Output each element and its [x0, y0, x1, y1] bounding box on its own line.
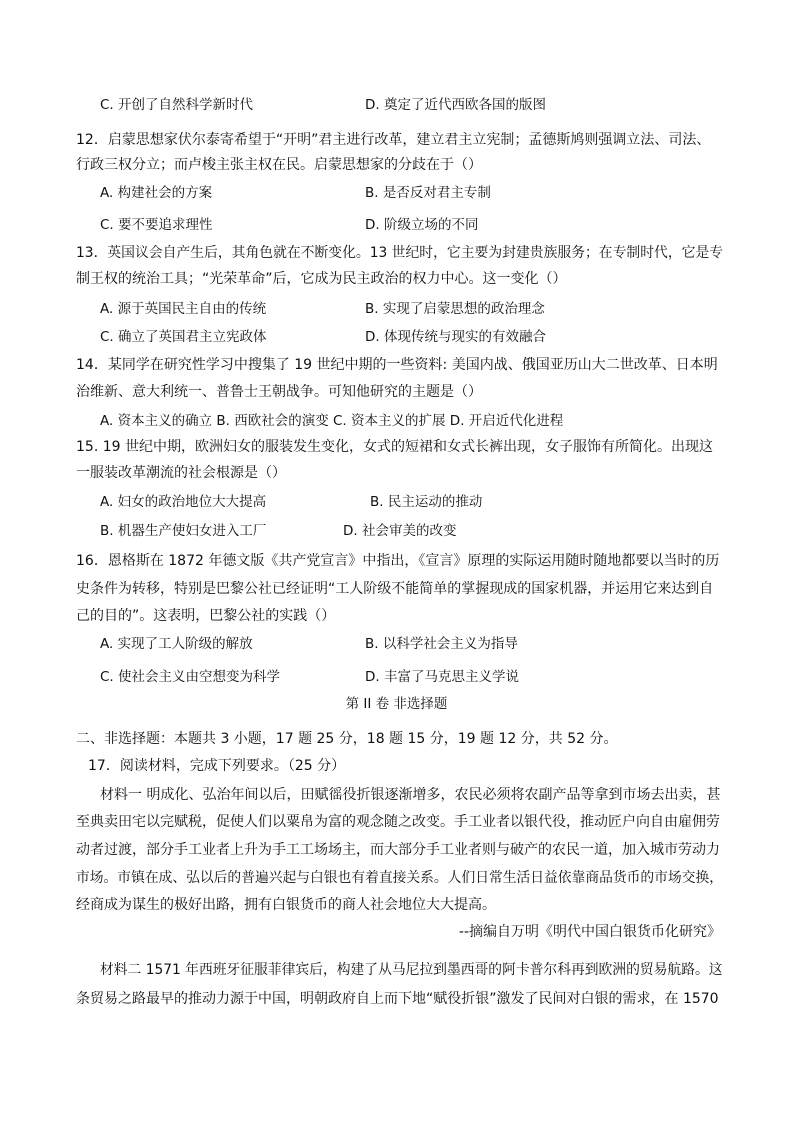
q16-option-a: A. 实现了工人阶级的解放: [100, 636, 253, 652]
q12-option-c: C. 要不要追求理性: [100, 217, 213, 233]
q17-material1-line3: 动者过渡，部分手工业者上升为手工工场场主，而大部分手工业者则与破产的农民一道，加入城市劳动力: [76, 842, 720, 858]
q15-stem-line1: 15. 19 世纪中期，欧洲妇女的服装发生变化，女式的短裙和女式长裤出现，女子服饰有所简化。出现这: [76, 439, 713, 455]
q13-option-c: C. 确立了英国君主立宪政体: [100, 329, 267, 345]
q16-option-d: D. 丰富了马克思主义学说: [365, 669, 519, 685]
q17-material1-line1: 材料一 明成化、弘治年间以后，田赋徭役折银逐渐增多，农民必须将农副产品等拿到市场去出卖，甚: [100, 787, 721, 803]
q13-option-b: B. 实现了启蒙思想的政治理念: [365, 301, 545, 317]
q12-stem-line1: 12．启蒙思想家伏尔泰寄希望于“开明”君主进行改革，建立君主立宪制；孟德斯鸠则强调立法、司法、: [76, 132, 711, 148]
q16-stem-line3: 己的目的”。这表明，巴黎公社的实践（）: [76, 608, 336, 624]
q15-option-b: B. 民主运动的推动: [370, 494, 483, 510]
q14-stem-line1: 14．某同学在研究性学习中搜集了 19 世纪中期的一些资料: 美国内战、俄国亚历山大二世改革、日本明: [76, 357, 718, 373]
q17-material1-line4: 市场。市镇在成、弘以后的普遍兴起与白银也有着直接关系。人们日常生活日益依靠商品货币的市场交换，: [76, 870, 723, 886]
q17-material1-source: --摘编自万明《明代中国白银货币化研究》: [458, 924, 721, 940]
q17-material1-line5: 经商成为谋生的极好出路，拥有白银货币的商人社会地位大大提高。: [76, 897, 496, 913]
section-title: 第 II 卷 非选择题: [345, 696, 448, 712]
q11-option-d: D. 奠定了近代西欧各国的版图: [365, 97, 546, 113]
q17-material2-line1: 材料二 1571 年西班牙征服菲律宾后，构建了从马尼拉到墨西哥的阿卡普尔科再到欧洲的贸易航路。这: [100, 962, 723, 978]
q16-option-c: C. 使社会主义由空想变为科学: [100, 669, 281, 685]
q14-stem-line2: 治维新、意大利统一、普鲁士王朝战争。可知他研究的主题是（）: [76, 384, 482, 400]
q16-stem-line1: 16．恩格斯在 1872 年德文版《共产党宣言》中指出，《宣言》原理的实际运用随时随地都要以当时的历: [76, 553, 720, 569]
q13-stem-line1: 13．英国议会自产生后，其角色就在不断变化。13 世纪时，它主要为封建贵族服务；在专制时代，它是专: [76, 245, 724, 261]
q12-option-a: A. 构建社会的方案: [100, 185, 213, 201]
q17-material2-line2: 条贸易之路最早的推动力源于中国，明朝政府自上而下地“赋役折银”激发了民间对白银的需求，在 1570: [76, 991, 719, 1007]
q15-option-c: B. 机器生产使妇女进入工厂: [100, 523, 267, 539]
q15-stem-line2: 一服装改革潮流的社会根源是（）: [76, 465, 286, 481]
q15-option-d: D. 社会审美的改变: [343, 523, 457, 539]
q16-option-b: B. 以科学社会主义为指导: [365, 636, 518, 652]
q12-option-b: B. 是否反对君主专制: [365, 185, 491, 201]
q12-stem-line2: 行政三权分立；而卢梭主张主权在民。启蒙思想家的分歧在于（）: [76, 157, 482, 173]
section-intro: 二、非选择题：本题共 3 小题，17 题 25 分，18 题 15 分，19 题 12 分，共 52 分。: [76, 731, 618, 747]
q17-material1-line2: 至典卖田宅以完赋税，促使人们以粟帛为富的观念随之改变。手工业者以银代役，推动匠户向自由雇佣劳: [76, 814, 720, 830]
q11-option-c: C. 开创了自然科学新时代: [100, 97, 254, 113]
q13-option-d: D. 体现传统与现实的有效融合: [365, 329, 546, 345]
q13-stem-line2: 制王权的统治工具；“光荣革命”后，它成为民主政治的权力中心。这一变化（）: [76, 271, 567, 287]
q15-option-a: A. 妇女的政治地位大大提高: [100, 494, 267, 510]
q12-option-d: D. 阶级立场的不同: [365, 217, 479, 233]
q14-options: A. 资本主义的确立 B. 西欧社会的演变 C. 资本主义的扩展 D. 开启近代化进程: [100, 413, 564, 429]
q16-stem-line2: 史条件为转移，特别是巴黎公社已经证明“工人阶级不能简单的掌握现成的国家机器，并运用它来达到自: [76, 581, 714, 597]
q17-stem: 17．阅读材料，完成下列要求。（25 分）: [88, 758, 346, 774]
q13-option-a: A. 源于英国民主自由的传统: [100, 301, 267, 317]
